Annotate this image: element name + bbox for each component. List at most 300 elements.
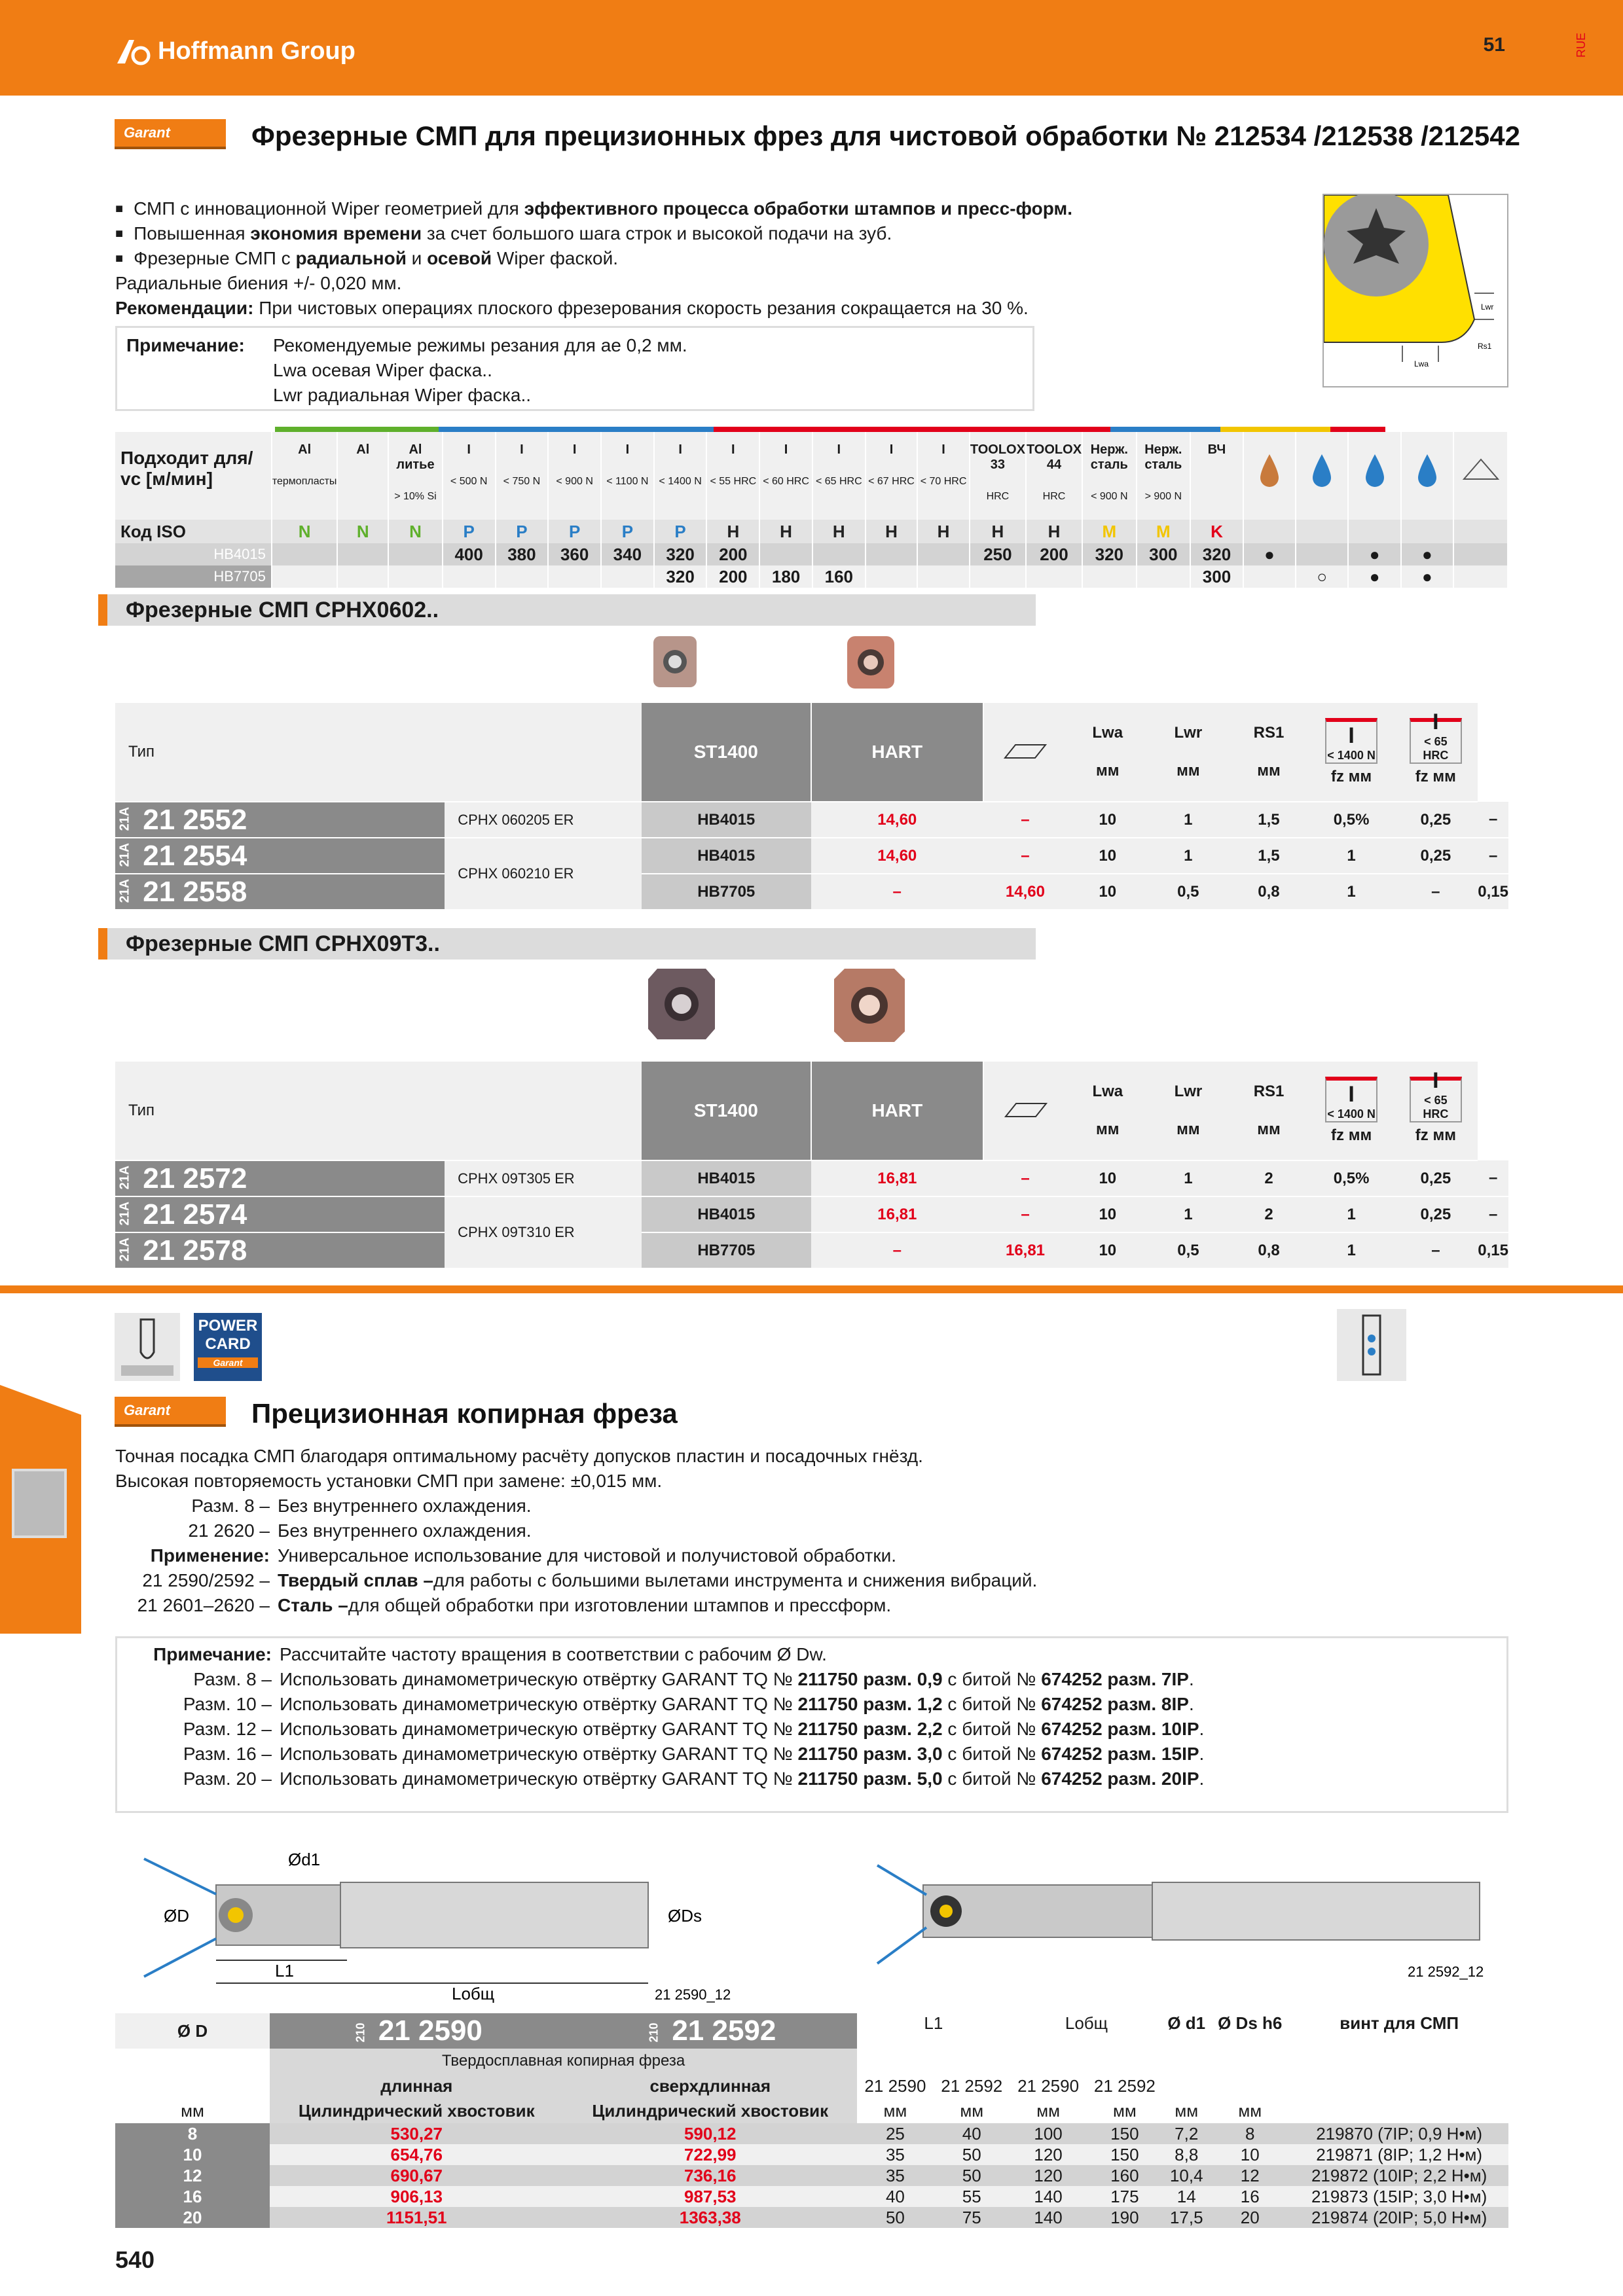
- note-first-line: Примечание: Рассчитайте частоту вращения в соответствии с рабочим Ø Dw.: [153, 1644, 827, 1664]
- material-col-16: Нерж. сталь > 900 N: [1137, 432, 1191, 520]
- spec-value: 10: [1210, 2144, 1290, 2165]
- rs-value: 1: [1309, 838, 1394, 874]
- price-212592: 722,99: [564, 2144, 858, 2165]
- price-212590: 906,13: [270, 2186, 564, 2207]
- material-col-15: Нерж. сталь < 900 N: [1082, 432, 1137, 520]
- rs-value: 0,5%: [1309, 1160, 1394, 1196]
- table-cell: [1210, 2073, 1290, 2098]
- material-col-4: I < 750 N: [496, 432, 549, 520]
- drawing-212590: [131, 1846, 746, 2003]
- cutting-speed: [272, 565, 338, 588]
- table-cell: мм: [181, 2100, 204, 2121]
- price-st1400: 14,60: [811, 802, 983, 838]
- wiper-diagram: [1322, 194, 1508, 387]
- iso-code: P: [654, 520, 707, 543]
- section2-note: [115, 1636, 1508, 1813]
- length-extra-long: сверхдлинная: [564, 2073, 858, 2098]
- rs-value: 1: [1309, 1232, 1394, 1268]
- fz-steel-header: I < 1400 N fz мм: [1309, 703, 1394, 802]
- brand-logo: [115, 31, 356, 71]
- coolant-icon: [1337, 1309, 1406, 1381]
- cutter-row[interactable]: [115, 2207, 1508, 2228]
- iso-code: P: [548, 520, 601, 543]
- lwr-value: 2: [1228, 1160, 1309, 1196]
- price-st1400: 14,60: [811, 838, 983, 874]
- insert-designation: CPHX 060205 ER: [445, 802, 642, 838]
- price-st1400: 16,81: [811, 1160, 983, 1196]
- material-col-13: TOOLOX 33 HRC: [970, 432, 1026, 520]
- cutter-table: [115, 2013, 1508, 2228]
- coolant-mark: ●: [1348, 565, 1400, 588]
- section1-title: Фрезерные СМП для прецизионных фрез для чистовой обработки № 212534 /212538 /212542: [251, 120, 1520, 151]
- package-qty: 10: [1067, 1196, 1148, 1232]
- lwr-value: 1,5: [1228, 838, 1309, 874]
- article-number: 21A 21 2558: [115, 874, 445, 910]
- spec-value: 75: [934, 2207, 1010, 2228]
- material-col-7: I < 1400 N: [654, 432, 707, 520]
- iso-code: N: [272, 520, 338, 543]
- cutter-row[interactable]: [115, 2123, 1508, 2144]
- note-lines: Рекомендуемые режимы резания для ae 0,2 мм. Lwa осевая Wiper фаска.. Lwr радиальная Wiper фаска..: [273, 335, 687, 405]
- spec-value: 50: [934, 2165, 1010, 2186]
- spec-value: 150: [1086, 2144, 1163, 2165]
- copy-mill-icon: [115, 1313, 180, 1381]
- iso-code: H: [812, 520, 866, 543]
- spec-value: 40: [857, 2186, 934, 2207]
- cutting-speed: 200: [1026, 543, 1082, 565]
- cutting-speed: [337, 565, 388, 588]
- article-212592: 210 21 2592: [564, 2013, 858, 2049]
- iso-code: P: [601, 520, 654, 543]
- grade-hart: HART: [811, 703, 983, 802]
- section1-bullets: [115, 196, 1294, 321]
- cutting-speed: [917, 543, 970, 565]
- cutting-speed: 250: [970, 543, 1026, 565]
- rs-value: 1: [1309, 874, 1394, 910]
- fz-hard-header: I < 65 HRC fz мм: [1393, 703, 1478, 802]
- lwa-value: 0,5: [1148, 874, 1228, 910]
- unit-mm: мм: [960, 2100, 984, 2121]
- header-cell: [445, 703, 642, 802]
- svg-text:L1: L1: [275, 1961, 294, 1981]
- svg-text:21 2590_12: 21 2590_12: [655, 1986, 731, 2003]
- cutting-speed: 200: [706, 565, 759, 588]
- lwr-header: Lwr мм: [1148, 703, 1228, 802]
- price-st1400: –: [811, 1232, 983, 1268]
- dry-machining-icon: [1453, 432, 1508, 520]
- lang-tag: RUE: [1575, 33, 1588, 58]
- grade-code: HB7705: [642, 1232, 811, 1268]
- cutting-speed: 300: [1190, 565, 1243, 588]
- insert-designation: CPHX 09T305 ER: [445, 1160, 642, 1196]
- spec-value: 50: [934, 2144, 1010, 2165]
- grade-code: HB4015: [642, 1196, 811, 1232]
- svg-text:Lобщ: Lобщ: [452, 1984, 495, 2003]
- price-212590: 654,76: [270, 2144, 564, 2165]
- spec-value: 175: [1086, 2186, 1163, 2207]
- fz-hard: 0,15: [1478, 1232, 1508, 1268]
- diameter-value: 8: [115, 2123, 270, 2144]
- fz-steel: 0,25: [1393, 802, 1478, 838]
- grade-code: HB4015: [642, 1160, 811, 1196]
- diameter-value: 16: [115, 2186, 270, 2207]
- lwr-value: 0,8: [1228, 1232, 1309, 1268]
- grade-st1400: ST1400: [642, 703, 811, 802]
- insert-image-hart: [845, 634, 897, 691]
- iso-code: H: [706, 520, 759, 543]
- material-col-9: I < 60 HRC: [759, 432, 812, 520]
- garant-badge: Garant: [115, 119, 226, 149]
- rs-value: 1: [1309, 1196, 1394, 1232]
- package-qty: 10: [1067, 802, 1148, 838]
- unit-mm: мм: [1113, 2100, 1137, 2121]
- price-212590: 530,27: [270, 2123, 564, 2144]
- price-st1400: –: [811, 874, 983, 910]
- material-table: Подходит для/ vc [м/мин] Al термопласты Al Al литье > 10% Si I < 500 N I < 750 N I < 900 N I < 1100 N I < 1400 N I < 55 HRC I < 60 HRC I < 65 HRC I < 67 HRC I < 70 HRC TOOLOX 33 HRC TOOLOX 44 HRC Нерж. сталь < 900 N Нерж. сталь > 900 N ВЧ Код ISO N N N P P P P P H H H H H H H M M K HB4015 400 380 360 340 320 200 250 200 320 300 320 ● ● ● HB7705 320 200 180 160 300 ○ ● ●: [115, 427, 1508, 588]
- fz-hard: 0,15: [1478, 874, 1508, 910]
- screwdriver-note: Разм. 20 – Использовать динамометрическую отвёртку GARANT TQ № 211750 разм. 5,0 с битой № 674252 разм. 20IP.: [183, 1768, 1205, 1789]
- insert-designation: CPHX 060210 ER: [445, 838, 642, 910]
- type-header: Тип: [115, 1062, 445, 1160]
- spec-value: 20: [1210, 2207, 1290, 2228]
- fz-steel: –: [1393, 874, 1478, 910]
- type-header: Тип: [115, 703, 445, 802]
- iso-code: N: [337, 520, 388, 543]
- material-col-3: I < 500 N: [443, 432, 496, 520]
- article-number: 21A 21 2574: [115, 1196, 445, 1232]
- spec-value: 120: [1010, 2144, 1087, 2165]
- fz-hard: –: [1478, 802, 1508, 838]
- fz-steel: 0,25: [1394, 1196, 1478, 1232]
- cutting-speed: 320: [1082, 543, 1137, 565]
- iso-code: H: [917, 520, 970, 543]
- table-cell: [1086, 2049, 1163, 2073]
- header-cell: [445, 1062, 642, 1160]
- spec-value: 50: [857, 2207, 934, 2228]
- cutting-speed: 300: [1137, 543, 1191, 565]
- package-qty: 10: [1067, 1232, 1148, 1268]
- cutting-speed: [443, 565, 496, 588]
- col-ds: Ø Ds h6: [1218, 2013, 1283, 2033]
- cutter-row[interactable]: [115, 2165, 1508, 2186]
- spec-value: 100: [1010, 2123, 1087, 2144]
- article-number: 21A 21 2578: [115, 1232, 445, 1268]
- insert-row[interactable]: [115, 1196, 1508, 1232]
- col-ltot: Lобщ: [1065, 2013, 1108, 2033]
- spec-value: 35: [857, 2165, 934, 2186]
- grade-code: HB4015: [642, 802, 811, 838]
- spec-value: 8,8: [1163, 2144, 1210, 2165]
- cutting-speed: 360: [548, 543, 601, 565]
- rs-label: Rs1: [1478, 342, 1492, 351]
- cphx0602-title: Фрезерные СМП CPHX0602..: [98, 594, 1036, 626]
- divider-bar: [0, 1285, 1623, 1293]
- grade-code: HB7705: [642, 874, 811, 910]
- insert-image-09t3-st1400: [646, 966, 718, 1042]
- section2-text: Точная посадка СМП благодаря оптимальному расчёту допусков пластин и посадочных гнёзд. Высокая повторяемость установки СМП при замене: ±0,015 мм. Разм. 8 – Без внутреннего охлаждения. 21 2620 – Без внутреннего охлаждения. Применение: Универсальное использование для чистовой и получистовой обработки. 21 2590/2592 – Твердый сплав – для работы с большими вылетами инструмента и снижения вибраций. 21 2601–2620 – Сталь – для общей обработки при изготовлении штампов и прессформ.: [115, 1446, 1038, 1615]
- price-hart: –: [983, 1196, 1067, 1232]
- fz-steel-header: I < 1400 N fz мм: [1309, 1062, 1394, 1160]
- table-cell: [1010, 2049, 1087, 2073]
- spec-value: 190: [1086, 2207, 1163, 2228]
- price-hart: 14,60: [983, 874, 1067, 910]
- coolant-mark: ●: [1348, 543, 1400, 565]
- coolant-type-icon: [1401, 432, 1453, 520]
- svg-text:ØD: ØD: [164, 1906, 189, 1926]
- iso-code: M: [1082, 520, 1137, 543]
- spec-value: 150: [1086, 2123, 1163, 2144]
- screwdriver-note: Разм. 16 – Использовать динамометрическую отвёртку GARANT TQ № 211750 разм. 3,0 с битой № 674252 разм. 15IP.: [183, 1744, 1205, 1764]
- garant-badge-2: Garant: [115, 1397, 226, 1427]
- coolant-type-icon: [1296, 432, 1348, 520]
- rs-header: RS1 мм: [1228, 703, 1309, 802]
- price-212592: 987,53: [564, 2186, 858, 2207]
- table-cell: [115, 2073, 270, 2098]
- side-tab-icon: [12, 1469, 67, 1538]
- cutting-speed: [388, 543, 443, 565]
- iso-code: P: [443, 520, 496, 543]
- iso-code: H: [1026, 520, 1082, 543]
- spec-value: 12: [1210, 2165, 1290, 2186]
- cutting-speed: 380: [496, 543, 549, 565]
- hoffmann-logo-icon: [115, 36, 151, 66]
- lwr-label: Lwr: [1481, 302, 1494, 312]
- footer-page: 540: [115, 2246, 155, 2273]
- article-number: 21A 21 2552: [115, 802, 445, 838]
- col-l1: L1: [924, 2013, 943, 2033]
- recommendation: Рекомендации: При чистовых операциях плоского фрезерования скорость резания сокращается на 30 %.: [115, 298, 1029, 318]
- runout-text: Радиальные биения +/- 0,020 мм.: [115, 273, 402, 293]
- col-diameter: Ø D: [115, 2013, 270, 2049]
- insert-row[interactable]: [115, 874, 1508, 910]
- spec-value: 219873 (15IP; 3,0 Н•м): [1290, 2186, 1508, 2207]
- lwa-header: Lwa мм: [1067, 703, 1148, 802]
- diameter-value: 20: [115, 2207, 270, 2228]
- lwa-value: 1: [1148, 1160, 1229, 1196]
- grade-st1400: ST1400: [642, 1062, 811, 1160]
- cutting-speed: [496, 565, 549, 588]
- lwa-label: Lwa: [1414, 359, 1429, 368]
- lwr-header: Lwr мм: [1148, 1062, 1229, 1160]
- coolant-mark: ●: [1401, 543, 1453, 565]
- cutting-speed: 320: [1190, 543, 1243, 565]
- cutting-speed: 320: [654, 543, 707, 565]
- lwa-header: Lwa мм: [1067, 1062, 1148, 1160]
- iso-code: H: [759, 520, 812, 543]
- brand-name: Hoffmann Group: [158, 37, 356, 65]
- spec-value: 160: [1086, 2165, 1163, 2186]
- cutting-speed: 160: [812, 565, 866, 588]
- svg-text:Ød1: Ød1: [288, 1850, 321, 1869]
- spec-value: 8: [1210, 2123, 1290, 2144]
- svg-text:ØDs: ØDs: [668, 1906, 702, 1926]
- material-col-5: I < 900 N: [548, 432, 601, 520]
- material-col-0: Al термопласты: [272, 432, 338, 520]
- sub-article: 21 2590: [864, 2075, 926, 2096]
- spec-value: 35: [857, 2144, 934, 2165]
- coolant-mark: [1296, 543, 1348, 565]
- lwa-value: 1: [1148, 838, 1228, 874]
- cutting-speed: [548, 565, 601, 588]
- lwr-value: 2: [1228, 1196, 1309, 1232]
- material-col-8: I < 55 HRC: [706, 432, 759, 520]
- cutting-speed: 200: [706, 543, 759, 565]
- table-cell: [1290, 2073, 1508, 2098]
- cutting-speed: [272, 543, 338, 565]
- lwa-value: 0,5: [1148, 1232, 1229, 1268]
- cutting-speed: 320: [654, 565, 707, 588]
- col-d1: Ø d1: [1167, 2013, 1206, 2033]
- spec-value: 16: [1210, 2186, 1290, 2207]
- sub-article: 21 2592: [1093, 2075, 1156, 2096]
- cutting-speed: [1026, 565, 1082, 588]
- material-col-6: I < 1100 N: [601, 432, 654, 520]
- iso-code: P: [496, 520, 549, 543]
- cutting-speed: 180: [759, 565, 812, 588]
- length-long: длинная: [270, 2073, 564, 2098]
- bullet-3: ■ Фрезерные СМП с радиальной и осевой Wiper фаской.: [115, 246, 1294, 271]
- table-cell: [1290, 2098, 1508, 2123]
- diameter-value: 10: [115, 2144, 270, 2165]
- cutting-speed: [759, 543, 812, 565]
- cphx09t3-title: Фрезерные СМП CPHX09T3..: [98, 928, 1036, 960]
- rs-header: RS1 мм: [1228, 1062, 1309, 1160]
- insert-row[interactable]: [115, 1232, 1508, 1268]
- spec-value: 7,2: [1163, 2123, 1210, 2144]
- cutting-speed: 400: [443, 543, 496, 565]
- lwr-value: 1,5: [1228, 802, 1309, 838]
- sub-article: 21 2590: [1017, 2075, 1080, 2096]
- fz-hard: –: [1478, 1160, 1508, 1196]
- screwdriver-note: Разм. 8 – Использовать динамометрическую отвёртку GARANT TQ № 211750 разм. 0,9 с битой № 674252 разм. 7IP.: [193, 1669, 1194, 1689]
- table-cell: [1290, 2049, 1508, 2073]
- fz-hard: –: [1478, 1196, 1508, 1232]
- table-cell: [1163, 2073, 1210, 2098]
- package-qty-icon: [983, 703, 1067, 802]
- shank-type: Цилиндрический хвостовик: [270, 2098, 564, 2123]
- coolant-type-icon: [1348, 432, 1400, 520]
- price-212592: 590,12: [564, 2123, 858, 2144]
- spec-value: 140: [1010, 2207, 1087, 2228]
- cutting-speed: [388, 565, 443, 588]
- bullet-1: ■ СМП с инновационной Wiper геометрией для эффективного процесса обработки штампов и пресс-форм.: [115, 196, 1294, 221]
- bullet-2: ■ Повышенная экономия времени за счет большого шага строк и высокой подачи на зуб.: [115, 221, 1294, 246]
- unit-mm: мм: [1175, 2100, 1199, 2121]
- iso-code: N: [388, 520, 443, 543]
- material-col-17: ВЧ: [1190, 432, 1243, 520]
- unit-mm: мм: [1238, 2100, 1262, 2121]
- spec-value: 219872 (10IP; 2,2 Н•м): [1290, 2165, 1508, 2186]
- spec-value: 40: [934, 2123, 1010, 2144]
- spec-value: 14: [1163, 2186, 1210, 2207]
- unit-mm: мм: [883, 2100, 907, 2121]
- package-qty: 10: [1067, 874, 1148, 910]
- screwdriver-note: Разм. 10 – Использовать динамометрическую отвёртку GARANT TQ № 211750 разм. 1,2 с битой № 674252 разм. 8IP.: [183, 1694, 1194, 1714]
- table-cell: [934, 2049, 1010, 2073]
- lwr-value: 0,8: [1228, 874, 1309, 910]
- price-212592: 1363,38: [564, 2207, 858, 2228]
- cutter-row[interactable]: [115, 2186, 1508, 2207]
- iso-code: K: [1190, 520, 1243, 543]
- package-qty: 10: [1067, 1160, 1148, 1196]
- note-box: [115, 326, 1034, 411]
- table-cell: [857, 2049, 934, 2073]
- price-212590: 690,67: [270, 2165, 564, 2186]
- fz-steel: 0,25: [1393, 838, 1478, 874]
- spec-value: 219870 (7IP; 0,9 Н•м): [1290, 2123, 1508, 2144]
- col-screw: винт для СМП: [1340, 2013, 1459, 2033]
- unit-mm: мм: [1036, 2100, 1060, 2121]
- spec-value: 10,4: [1163, 2165, 1210, 2186]
- page-number: 51: [1483, 34, 1505, 56]
- cutting-speed: [812, 543, 866, 565]
- insert-row[interactable]: [115, 802, 1508, 838]
- shank-type: Цилиндрический хвостовик: [564, 2098, 858, 2123]
- note-label: Примечание:: [126, 335, 245, 355]
- insert-row[interactable]: [115, 1160, 1508, 1196]
- coolant-mark: ●: [1401, 565, 1453, 588]
- cphx0602-table: [115, 703, 1508, 910]
- table-cell: [115, 2049, 270, 2073]
- cutting-speed: [917, 565, 970, 588]
- svg-text:21 2592_12: 21 2592_12: [1408, 1964, 1484, 1980]
- table-cell: [1163, 2049, 1210, 2073]
- spec-value: 140: [1010, 2186, 1087, 2207]
- drawing-212592: [864, 1859, 1506, 1990]
- coolant-mark: ○: [1296, 565, 1348, 588]
- cutting-speed: 340: [601, 543, 654, 565]
- fz-hard-header: I < 65 HRC fz мм: [1394, 1062, 1478, 1160]
- article-212590: 210 21 2590: [270, 2013, 564, 2049]
- power-card-badge: POWER CARD Garant: [194, 1313, 262, 1381]
- cutting-speed: [1082, 565, 1137, 588]
- cutting-speed: [1137, 565, 1191, 588]
- price-hart: –: [983, 802, 1067, 838]
- cutting-speed: [337, 543, 388, 565]
- fz-steel: –: [1394, 1232, 1478, 1268]
- cutting-speed: [866, 565, 918, 588]
- insert-row[interactable]: [115, 838, 1508, 874]
- article-number: 21A 21 2572: [115, 1160, 445, 1196]
- spec-value: 219871 (8IP; 1,2 Н•м): [1290, 2144, 1508, 2165]
- material-col-12: I < 70 HRC: [917, 432, 970, 520]
- cutter-row[interactable]: [115, 2144, 1508, 2165]
- package-qty-icon: [983, 1062, 1067, 1160]
- grade-code: HB4015: [642, 838, 811, 874]
- material-col-10: I < 65 HRC: [812, 432, 866, 520]
- insert-designation: CPHX 09T310 ER: [445, 1196, 642, 1268]
- cutter-subtitle: Твердосплавная копирная фреза: [270, 2049, 857, 2073]
- price-hart: –: [983, 838, 1067, 874]
- diameter-value: 12: [115, 2165, 270, 2186]
- lwa-value: 1: [1148, 1196, 1229, 1232]
- spec-value: 55: [934, 2186, 1010, 2207]
- price-hart: –: [983, 1160, 1067, 1196]
- table-cell: [1210, 2049, 1290, 2073]
- insert-image-st1400: [651, 634, 699, 690]
- cutting-speed: [601, 565, 654, 588]
- coolant-type-icon: [1243, 432, 1296, 520]
- spec-value: 219874 (20IP; 5,0 Н•м): [1290, 2207, 1508, 2228]
- iso-code: H: [970, 520, 1026, 543]
- insert-image-09t3-hart: [831, 966, 907, 1045]
- cutting-speed: [970, 565, 1026, 588]
- cutting-speed: [866, 543, 918, 565]
- sub-article: 21 2592: [941, 2075, 1003, 2096]
- iso-code: H: [866, 520, 918, 543]
- article-number: 21A 21 2554: [115, 838, 445, 874]
- screwdriver-note: Разм. 12 – Использовать динамометрическую отвёртку GARANT TQ № 211750 разм. 2,2 с битой № 674252 разм. 10IP.: [183, 1719, 1205, 1739]
